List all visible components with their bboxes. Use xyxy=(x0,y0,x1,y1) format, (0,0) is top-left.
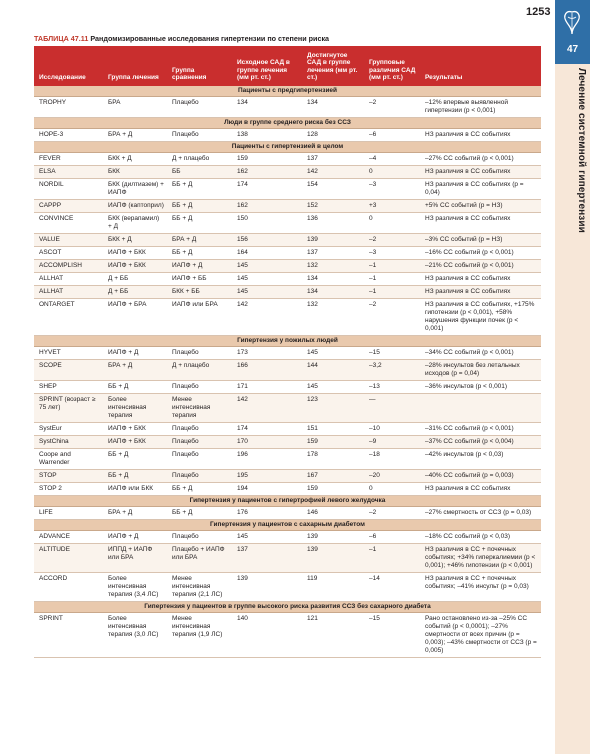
table-cell: БКК + Д xyxy=(103,153,167,166)
table-cell: НЗ различия в СС событиях xyxy=(420,286,541,299)
table-cell: –36% инсультов (p < 0,001) xyxy=(420,381,541,394)
table-cell: НЗ различия в СС событиях xyxy=(420,213,541,234)
section-title: Пациенты с предгипертензией xyxy=(34,86,541,97)
table-cell: 0 xyxy=(364,483,420,496)
trials-table xyxy=(34,46,541,658)
table-cell: 173 xyxy=(232,347,302,360)
table-cell: БКК + Д xyxy=(103,234,167,247)
table-header-row xyxy=(34,46,541,86)
table-cell: Более интенсивная терапия xyxy=(103,394,167,423)
table-cell: НЗ различия в СС событиях xyxy=(420,483,541,496)
table-cell: БКК (верапамил) + Д xyxy=(103,213,167,234)
table-cell: 159 xyxy=(302,436,364,449)
table-cell: –2 xyxy=(364,299,420,336)
table-cell: ББ + Д xyxy=(167,247,232,260)
table-label: ТАБЛИЦА 47.11 xyxy=(34,34,89,43)
table-cell: ББ + Д xyxy=(167,483,232,496)
table-cell: 0 xyxy=(364,166,420,179)
table-cell: 166 xyxy=(232,360,302,381)
table-cell: БРА + Д xyxy=(103,507,167,520)
table-cell xyxy=(420,394,541,423)
table-cell: БРА xyxy=(103,97,167,118)
table-cell: –18% СС событий (p < 0,03) xyxy=(420,531,541,544)
table-cell: 134 xyxy=(232,97,302,118)
table-cell: Плацебо xyxy=(167,381,232,394)
table-cell: CONVINCE xyxy=(34,213,103,234)
table-cell: ALTITUDE xyxy=(34,544,103,573)
table-cell: Д + плацебо xyxy=(167,360,232,381)
table-cell: ADVANCE xyxy=(34,531,103,544)
table-cell: –37% СС событий (p < 0,004) xyxy=(420,436,541,449)
table-cell: 139 xyxy=(302,234,364,247)
table-cell: –13 xyxy=(364,381,420,394)
table-cell: HYVET xyxy=(34,347,103,360)
table-row xyxy=(34,247,541,260)
table-cell: –10 xyxy=(364,423,420,436)
table-cell: –40% СС событий (p = 0,003) xyxy=(420,470,541,483)
section-title: Люди в группе среднего риска без ССЗ xyxy=(34,118,541,129)
table-cell: 137 xyxy=(302,153,364,166)
table-cell: 134 xyxy=(302,97,364,118)
chapter-tab xyxy=(555,0,590,64)
section-header-row xyxy=(34,118,541,129)
table-cell: Менее интенсивная терапия (1,9 ЛС) xyxy=(167,613,232,658)
table-cell: 132 xyxy=(302,299,364,336)
table-row xyxy=(34,507,541,520)
table-cell: ИАПФ + БКК xyxy=(103,423,167,436)
table-row xyxy=(34,449,541,470)
table-cell: ББ + Д xyxy=(167,213,232,234)
table-row xyxy=(34,436,541,449)
table-cell: 121 xyxy=(302,613,364,658)
table-cell: 132 xyxy=(302,260,364,273)
table-cell: 162 xyxy=(232,166,302,179)
table-cell: –16% СС событий (p < 0,001) xyxy=(420,247,541,260)
table-cell: SPRINT (возраст ≥ 75 лет) xyxy=(34,394,103,423)
table-row xyxy=(34,347,541,360)
table-cell: 151 xyxy=(302,423,364,436)
column-header: Группа сравнения xyxy=(167,46,232,86)
table-cell: 150 xyxy=(232,213,302,234)
table-cell: Плацебо xyxy=(167,531,232,544)
table-cell: 159 xyxy=(232,153,302,166)
table-cell: 159 xyxy=(302,483,364,496)
table-cell: 194 xyxy=(232,483,302,496)
table-cell: 0 xyxy=(364,213,420,234)
table-row xyxy=(34,200,541,213)
table-row xyxy=(34,613,541,658)
table-cell: –34% СС событий (p < 0,001) xyxy=(420,347,541,360)
column-header: Результаты xyxy=(420,46,541,86)
table-cell: ББ xyxy=(167,166,232,179)
table-cell: 139 xyxy=(302,531,364,544)
table-body xyxy=(34,86,541,658)
table-cell: –31% СС событий (p < 0,001) xyxy=(420,423,541,436)
table-cell: ACCORD xyxy=(34,573,103,602)
table-row xyxy=(34,544,541,573)
table-cell: –2 xyxy=(364,507,420,520)
heart-vessel-icon xyxy=(561,8,583,38)
table-cell: 154 xyxy=(302,179,364,200)
table-row xyxy=(34,213,541,234)
table-cell: 142 xyxy=(232,394,302,423)
section-title: Пациенты с гипертензией в целом xyxy=(34,142,541,153)
table-cell: 145 xyxy=(232,531,302,544)
table-cell: 138 xyxy=(232,129,302,142)
table-cell: ИАПФ + Д xyxy=(103,531,167,544)
table-cell: 167 xyxy=(302,470,364,483)
section-title: Гипертензия у пациентов с гипертрофией левого желудочка xyxy=(34,496,541,507)
table-cell: LIFE xyxy=(34,507,103,520)
section-title: Гипертензия у пациентов с сахарным диабетом xyxy=(34,520,541,531)
table-cell: НЗ различия в СС событиях xyxy=(420,129,541,142)
table-cell: Д + ББ xyxy=(103,286,167,299)
table-cell: БКК xyxy=(103,166,167,179)
table-cell: ALLHAT xyxy=(34,286,103,299)
table-cell: ИАПФ + Д xyxy=(167,260,232,273)
table-cell: НЗ различия в СС событиях, +175% гипотензии (p < 0,001), +58% нарушения функции почек (p < 0,001) xyxy=(420,299,541,336)
table-row xyxy=(34,179,541,200)
table-cell: 144 xyxy=(302,360,364,381)
table-cell: 128 xyxy=(302,129,364,142)
table-cell: STOP 2 xyxy=(34,483,103,496)
table-cell: TROPHY xyxy=(34,97,103,118)
table-cell: ИАПФ + Д xyxy=(103,347,167,360)
table-cell: 156 xyxy=(232,234,302,247)
table-cell: VALUE xyxy=(34,234,103,247)
table-cell: –28% инсультов без летальных исходов (p = 0,04) xyxy=(420,360,541,381)
table-cell: –1 xyxy=(364,544,420,573)
table-row xyxy=(34,360,541,381)
table-cell: 145 xyxy=(232,273,302,286)
table-cell: Плацебо xyxy=(167,97,232,118)
table-cell: 171 xyxy=(232,381,302,394)
table-cell: ONTARGET xyxy=(34,299,103,336)
table-cell: Плацебо xyxy=(167,470,232,483)
chapter-sidebar xyxy=(555,0,590,754)
table-cell: 119 xyxy=(302,573,364,602)
table-cell: Д + плацебо xyxy=(167,153,232,166)
table-cell: 146 xyxy=(302,507,364,520)
table-cell: Coope and Warrender xyxy=(34,449,103,470)
table-cell: ИАПФ (каптоприл) xyxy=(103,200,167,213)
table-cell: 137 xyxy=(302,247,364,260)
chapter-number: 47 xyxy=(566,44,579,55)
table-cell: 145 xyxy=(302,347,364,360)
table-cell: –1 xyxy=(364,260,420,273)
table-cell: 142 xyxy=(302,166,364,179)
section-header-row xyxy=(34,336,541,347)
table-cell: –20 xyxy=(364,470,420,483)
table-cell: ИАПФ + БКК xyxy=(103,260,167,273)
table-cell: –2 xyxy=(364,234,420,247)
table-row xyxy=(34,153,541,166)
table-cell: –15 xyxy=(364,613,420,658)
page-number: 1253 xyxy=(526,6,551,18)
table-cell: ББ + Д xyxy=(103,381,167,394)
table-cell: –14 xyxy=(364,573,420,602)
table-cell: 196 xyxy=(232,449,302,470)
section-header-row xyxy=(34,602,541,613)
table-cell: 136 xyxy=(302,213,364,234)
table-cell: НЗ различия в СС + почечных событиях; –41% инсульт (p = 0,03) xyxy=(420,573,541,602)
table-row xyxy=(34,166,541,179)
table-cell: –27% смертность от ССЗ (p = 0,03) xyxy=(420,507,541,520)
table-cell: 145 xyxy=(302,381,364,394)
table-row xyxy=(34,483,541,496)
table-cell: 137 xyxy=(232,544,302,573)
table-cell: 164 xyxy=(232,247,302,260)
table-cell: SystEur xyxy=(34,423,103,436)
table-cell: БРА + Д xyxy=(103,129,167,142)
table-cell: ALLHAT xyxy=(34,273,103,286)
table-row xyxy=(34,286,541,299)
table-cell: ИАПФ + БРА xyxy=(103,299,167,336)
table-cell: –3 xyxy=(364,247,420,260)
table-cell: НЗ различия в СС событиях xyxy=(420,273,541,286)
table-cell: 174 xyxy=(232,423,302,436)
table-cell: БРА + Д xyxy=(167,234,232,247)
table-cell: НЗ различия в СС событиях xyxy=(420,166,541,179)
table-row xyxy=(34,234,541,247)
section-header-row xyxy=(34,86,541,97)
table-cell: SHEP xyxy=(34,381,103,394)
table-cell: –27% СС событий (p < 0,001) xyxy=(420,153,541,166)
table-row xyxy=(34,299,541,336)
table-cell: –4 xyxy=(364,153,420,166)
table-cell: +3 xyxy=(364,200,420,213)
table-cell: ББ + Д xyxy=(103,470,167,483)
table-row xyxy=(34,273,541,286)
table-row xyxy=(34,573,541,602)
table-row xyxy=(34,394,541,423)
table-cell: НЗ различия в СС + почечных событиях; +34% гиперкалиемии (p < 0,001); +46% гипотензии (p < 0,001) xyxy=(420,544,541,573)
section-header-row xyxy=(34,142,541,153)
section-header-row xyxy=(34,520,541,531)
table-cell: –6 xyxy=(364,531,420,544)
table-cell: –3 xyxy=(364,179,420,200)
column-header: Достигнутое САД в группе лечения (мм рт. ст.) xyxy=(302,46,364,86)
table-cell: –42% инсультов (p < 0,03) xyxy=(420,449,541,470)
table-cell: Более интенсивная терапия (3,4 ЛС) xyxy=(103,573,167,602)
table-cell: ASCOT xyxy=(34,247,103,260)
table-cell: ББ + Д xyxy=(167,179,232,200)
table-cell: ИАПФ + ББ xyxy=(167,273,232,286)
column-header: Групповые различия САД (мм рт. ст.) xyxy=(364,46,420,86)
table-cell: Плацебо xyxy=(167,347,232,360)
table-row xyxy=(34,129,541,142)
table-row xyxy=(34,470,541,483)
table-cell: БКК (дилтиазем) + ИАПФ xyxy=(103,179,167,200)
table-cell: –1 xyxy=(364,273,420,286)
table-cell: ИППД + ИАПФ или БРА xyxy=(103,544,167,573)
table-cell: БКК + ББ xyxy=(167,286,232,299)
table-cell: FEVER xyxy=(34,153,103,166)
table-cell: ББ + Д xyxy=(167,200,232,213)
table-cell: Плацебо xyxy=(167,423,232,436)
table-cell: ИАПФ или БРА xyxy=(167,299,232,336)
table-cell: НЗ различия в СС событиях (p = 0,04) xyxy=(420,179,541,200)
table-cell: ББ + Д xyxy=(167,507,232,520)
table-cell: –2 xyxy=(364,97,420,118)
table-cell: 178 xyxy=(302,449,364,470)
table-cell: –12% впервые выявленной гипертензии (p < 0,001) xyxy=(420,97,541,118)
table-cell: 174 xyxy=(232,179,302,200)
table-cell: –9 xyxy=(364,436,420,449)
table-cell: NORDIL xyxy=(34,179,103,200)
table-cell: — xyxy=(364,394,420,423)
table-cell: ББ + Д xyxy=(103,449,167,470)
table-cell: Плацебо xyxy=(167,449,232,470)
table-cell: Рано остановлено из-за –25% СС событий (p < 0,0001); –27% смертности от всех причин (p = 0,003); –43% смертности от ССЗ (p = 0,005) xyxy=(420,613,541,658)
table-cell: SCOPE xyxy=(34,360,103,381)
table-row xyxy=(34,381,541,394)
table-cell: ИАПФ или БКК xyxy=(103,483,167,496)
table-cell: STOP xyxy=(34,470,103,483)
table-cell: 170 xyxy=(232,436,302,449)
table-cell: 139 xyxy=(232,573,302,602)
table-cell: SPRINT xyxy=(34,613,103,658)
column-header: Исследование xyxy=(34,46,103,86)
table-cell: –3% СС событий (p = НЗ) xyxy=(420,234,541,247)
table-cell: –6 xyxy=(364,129,420,142)
table-cell: Плацебо + ИАПФ или БРА xyxy=(167,544,232,573)
table-cell: SystChina xyxy=(34,436,103,449)
table-cell: –21% СС событий (p < 0,001) xyxy=(420,260,541,273)
table-cell: 134 xyxy=(302,273,364,286)
table-cell: ACCOMPLISH xyxy=(34,260,103,273)
table-caption xyxy=(34,34,534,43)
table-cell: 176 xyxy=(232,507,302,520)
table-cell: 123 xyxy=(302,394,364,423)
table-cell: ELSA xyxy=(34,166,103,179)
table-cell: –18 xyxy=(364,449,420,470)
table-cell: 145 xyxy=(232,286,302,299)
table-cell: БРА + Д xyxy=(103,360,167,381)
table-cell: 140 xyxy=(232,613,302,658)
section-title: Гипертензия у пациентов в группе высокого риска развития ССЗ без сахарного диабета xyxy=(34,602,541,613)
table-cell: Плацебо xyxy=(167,436,232,449)
table-row xyxy=(34,423,541,436)
section-title: Гипертензия у пожилых людей xyxy=(34,336,541,347)
table-row xyxy=(34,531,541,544)
table-cell: –3,2 xyxy=(364,360,420,381)
table-cell: Плацебо xyxy=(167,129,232,142)
table-cell: Более интенсивная терапия (3,0 ЛС) xyxy=(103,613,167,658)
table-title: Рандомизированные исследования гипертензии по степени риска xyxy=(90,34,330,43)
column-header: Исходное САД в группе лечения (мм рт. ст.) xyxy=(232,46,302,86)
table-cell: 152 xyxy=(302,200,364,213)
table-cell: 162 xyxy=(232,200,302,213)
table-cell: 195 xyxy=(232,470,302,483)
table-cell: –1 xyxy=(364,286,420,299)
table-row xyxy=(34,260,541,273)
table-cell: Менее интенсивная терапия xyxy=(167,394,232,423)
table-cell: 139 xyxy=(302,544,364,573)
table-cell: 134 xyxy=(302,286,364,299)
section-header-row xyxy=(34,496,541,507)
table-row xyxy=(34,97,541,118)
table-cell: Д + ББ xyxy=(103,273,167,286)
table-cell: –15 xyxy=(364,347,420,360)
table-cell: CAPPP xyxy=(34,200,103,213)
table-cell: 145 xyxy=(232,260,302,273)
chapter-title: Лечение системной гипертензии xyxy=(576,68,587,233)
table-cell: ИАПФ + БКК xyxy=(103,247,167,260)
table-cell: HOPE-3 xyxy=(34,129,103,142)
column-header: Группа лечения xyxy=(103,46,167,86)
table-cell: 142 xyxy=(232,299,302,336)
table-cell: +5% СС событий (p = НЗ) xyxy=(420,200,541,213)
table-cell: ИАПФ + БКК xyxy=(103,436,167,449)
table-cell: Менее интенсивная терапия (2,1 ЛС) xyxy=(167,573,232,602)
